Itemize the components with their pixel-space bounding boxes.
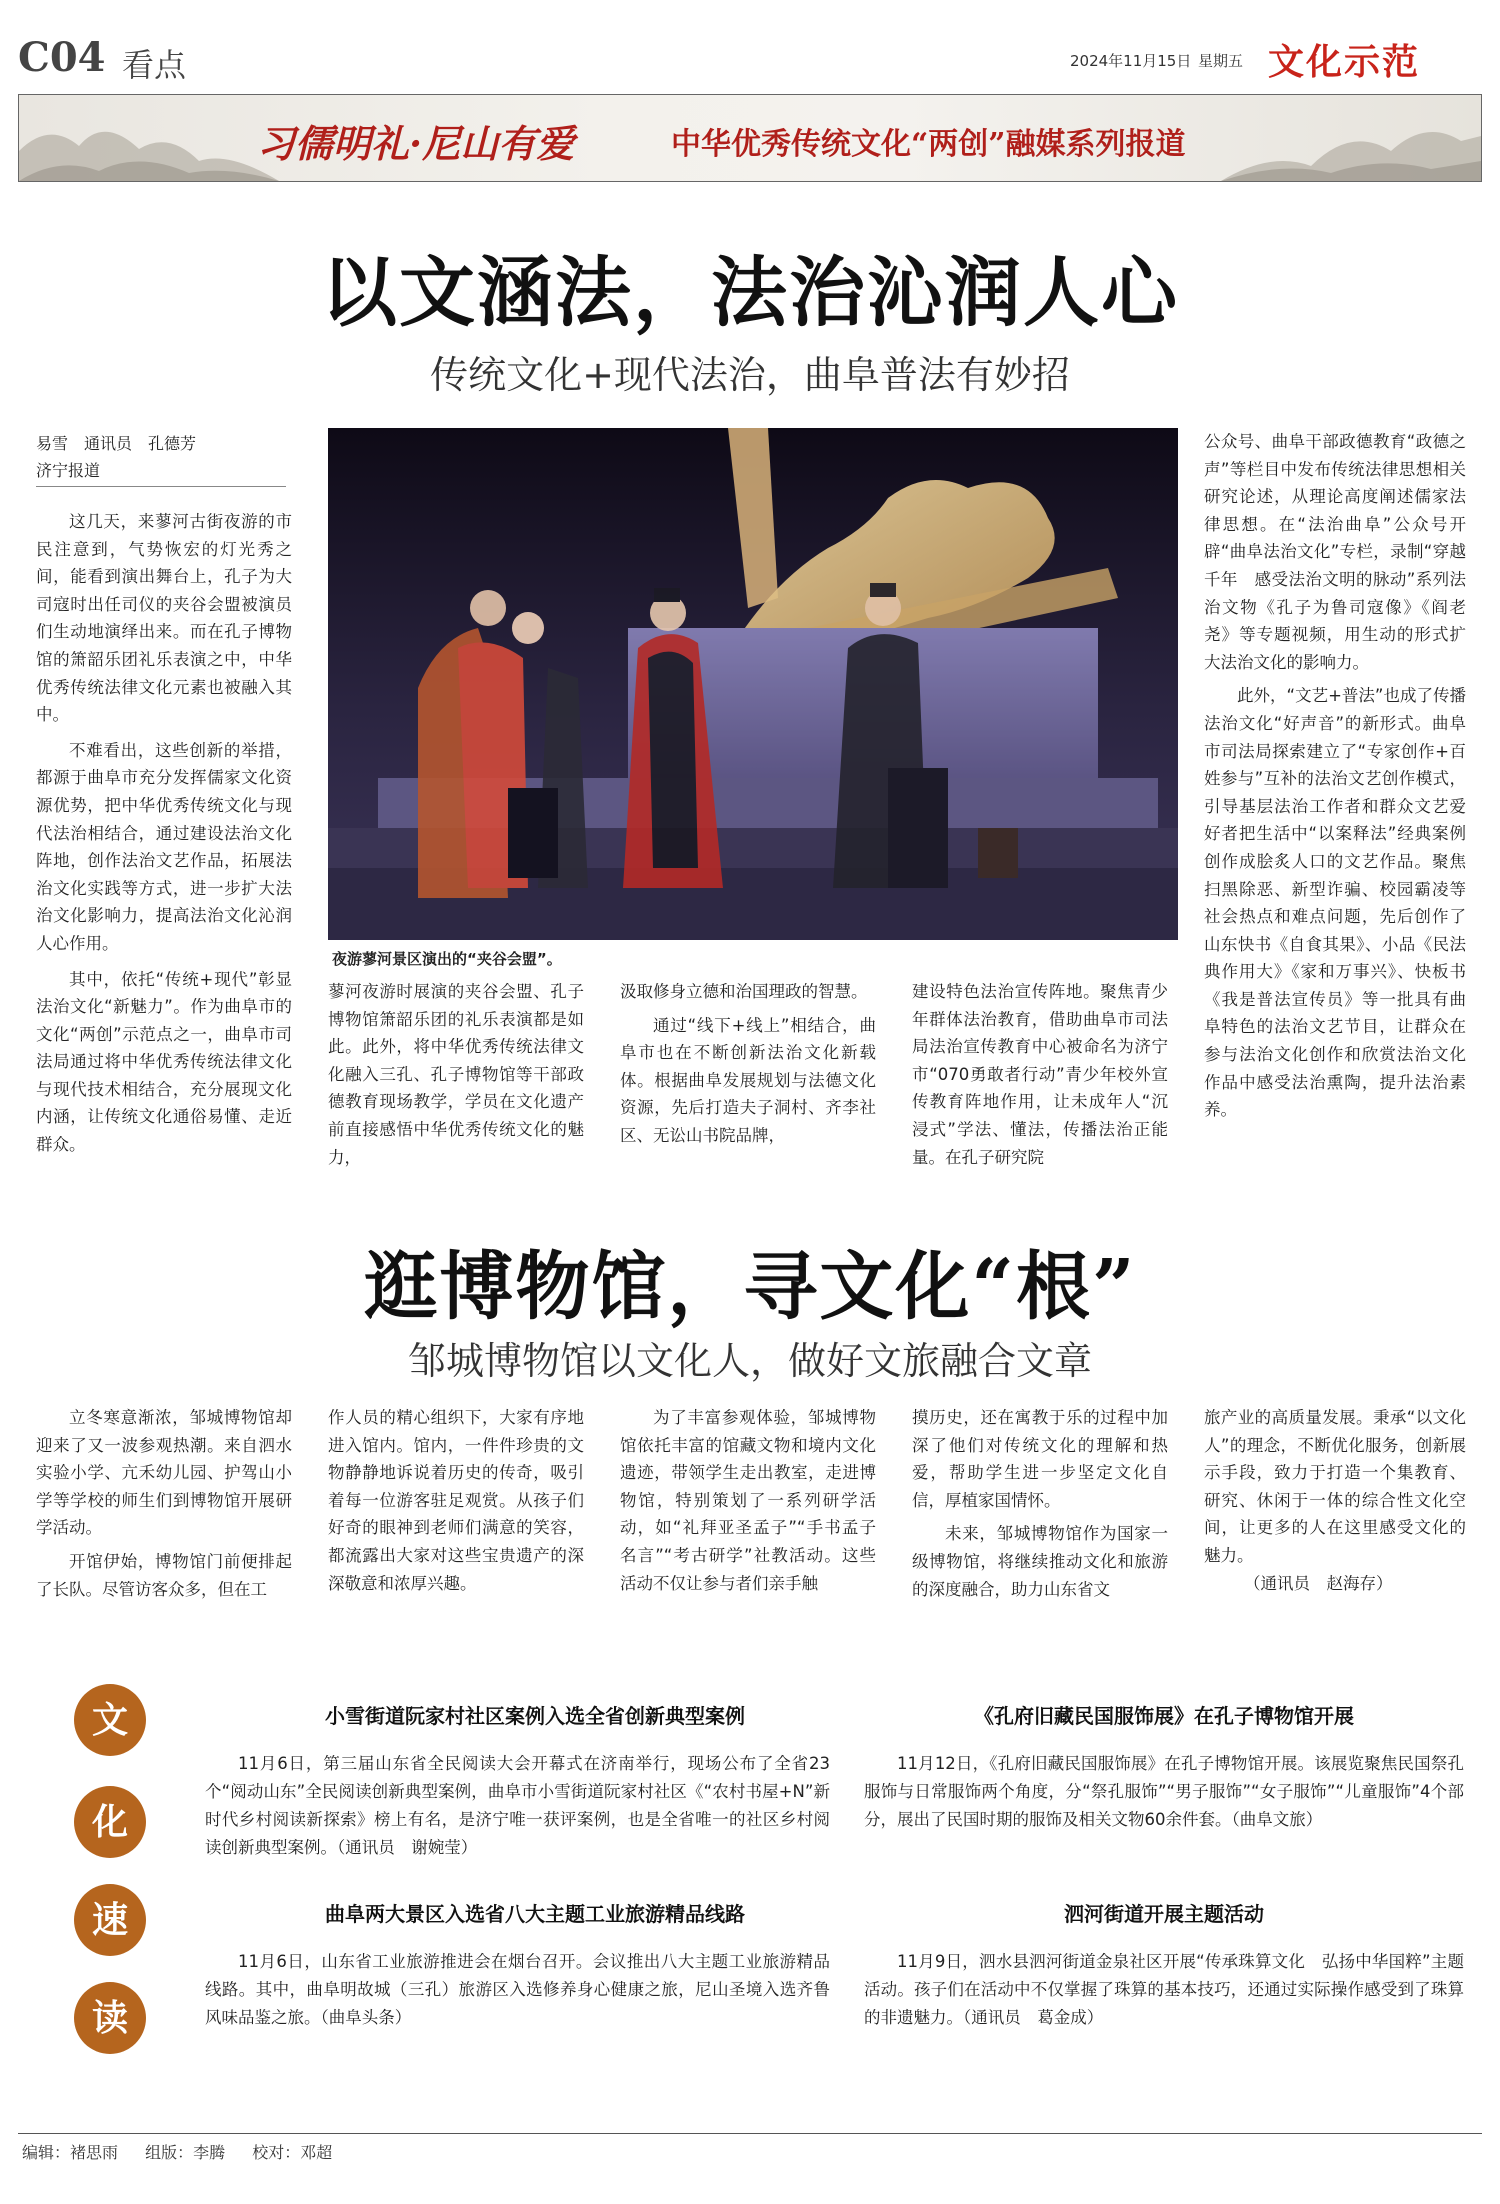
paragraph: 11月12日，《孔府旧藏民国服饰展》在孔子博物馆开展。该展览聚焦民国祭孔服饰与日常服饰两个角度，分“祭孔服饰”“男子服饰”“女子服饰”“儿童服饰”4个部分，展出了民国时期的服饰及相关文物60余件套。（曲阜文旅） bbox=[864, 1754, 1464, 1829]
mountain-decoration-left bbox=[19, 111, 279, 181]
footer-proof: 校对：邓超 bbox=[252, 2143, 333, 2162]
paragraph: 开馆伊始，博物馆门前便排起了长队。尽管访客众多，但在工 bbox=[36, 1551, 292, 1599]
brand-logo: 文化示范 bbox=[1268, 41, 1421, 83]
mountain-decoration-right bbox=[1221, 111, 1481, 181]
news-item-body bbox=[864, 1750, 1464, 1834]
series-banner bbox=[18, 94, 1482, 182]
paragraph: 立冬寒意渐浓，邹城博物馆却迎来了又一波参观热潮。来自泗水实验小学、亢禾幼儿园、护驾山小学等学校的师生们到博物馆开展研学活动。 bbox=[36, 1408, 292, 1538]
byline-divider bbox=[36, 486, 286, 487]
article1-column-3 bbox=[620, 978, 876, 1178]
footer-editor: 编辑：褚思雨 bbox=[22, 2143, 119, 2162]
issue-weekday: 星期五 bbox=[1198, 52, 1244, 70]
paragraph: 这几天，来蓼河古街夜游的市民注意到，气势恢宏的灯光秀之间，能看到演出舞台上，孔子为大司寇时出任司仪的夹谷会盟被演员们生动地演绎出来。而在孔子博物馆的箫韶乐团礼乐表演之中，中华优秀传统法律文化元素也被融入其中。 bbox=[36, 512, 292, 725]
paragraph: 旅产业的高质量发展。秉承“以文化人”的理念，不断优化服务，创新展示手段，致力于打造一个集教育、研究、休闲于一体的综合性文化空间，让更多的人在这里感受文化的魅力。 bbox=[1204, 1408, 1466, 1565]
article1-headline: 以文涵法，法治沁润人心 bbox=[321, 248, 1179, 337]
article2-column-4 bbox=[912, 1404, 1168, 1604]
paragraph: 为了丰富参观体验，邹城博物馆依托丰富的馆藏文物和境内文化遗迹，带领学生走出教室，走进博物馆，特别策划了一系列研学活动，如“礼拜亚圣孟子”“手书孟子名言”“考古研学”社教活动。这些活动不仅让参与者们亲手触 bbox=[620, 1408, 876, 1593]
article2-column-2 bbox=[328, 1404, 584, 1604]
article2-headline: 逛博物馆，寻文化“根” bbox=[363, 1244, 1137, 1330]
footer-divider bbox=[18, 2133, 1482, 2134]
paragraph: 其中，依托“传统+现代”彰显法治文化“新魅力”。作为曲阜市的文化“两创”示范点之一，曲阜市司法局通过将中华优秀传统法律文化与现代技术相结合，充分展现文化内涵，让传统文化通俗易懂、走近群众。 bbox=[36, 969, 292, 1155]
news-speed-label-char: 速 bbox=[74, 1884, 146, 1956]
byline-authors: 易雪 通讯员 孔德芳 bbox=[36, 434, 197, 453]
photo-caption: 夜游蓼河景区演出的“夹谷会盟”。 bbox=[332, 950, 562, 968]
paragraph: 此外，“文艺+普法”也成了传播法治文化“好声音”的新形式。曲阜市司法局探索建立了“专家创作+百姓参与”互补的法治文艺创作模式，引导基层法治工作者和群众文艺爱好者把生活中“以案释法”经典案例创作成脍炙人口的文艺作品。聚焦扫黑除恶、新型诈骗、校园霸凌等社会热点和难点问题，先后创作了山东快书《自食其果》、小品《民法典作用大》《家和万事兴》、快板书《我是普法宣传员》等一批具有曲阜特色的法治文艺节目，让群众在参与法治文化创作和欣赏法治文化作品中感受法治熏陶，提升法治素养。 bbox=[1204, 686, 1466, 1120]
paragraph: 11月6日，山东省工业旅游推进会在烟台召开。会议推出八大主题工业旅游精品线路。其中，曲阜明故城（三孔）旅游区入选修养身心健康之旅，尼山圣境入选齐鲁风味品鉴之旅。（曲阜头条） bbox=[205, 1952, 830, 2027]
paragraph: 11月9日，泗水县泗河街道金泉社区开展“传承珠算文化 弘扬中华国粹”主题活动。孩子们在活动中不仅掌握了珠算的基本技巧，还通过实际操作感受到了珠算的非遗魅力。（通讯员 葛金成） bbox=[864, 1952, 1464, 2027]
section-name: 看点 bbox=[122, 46, 187, 84]
issue-date: 2024年11月15日 bbox=[1070, 52, 1192, 70]
article2-column-5 bbox=[1204, 1404, 1466, 1604]
footer-layout: 组版：李腾 bbox=[145, 2143, 226, 2162]
stage-performance-image bbox=[328, 428, 1178, 940]
article1-column-1 bbox=[36, 508, 292, 1180]
article2-signoff: （通讯员 赵海存） bbox=[1244, 1573, 1393, 1593]
banner-series-title: 中华优秀传统文化“两创”融媒系列报道 bbox=[671, 127, 1186, 162]
article1-column-5 bbox=[1204, 428, 1466, 1180]
paragraph: 11月6日，第三届山东省全民阅读大会开幕式在济南举行，现场公布了全省23个“阅动山东”全民阅读创新典型案例，曲阜市小雪街道阮家村社区《“农村书屋+N”新时代乡村阅读新探索》榜上有名，是济宁唯一获评案例，也是全省唯一的社区乡村阅读创新典型案例。（通讯员 谢婉莹） bbox=[205, 1754, 830, 1857]
paragraph: 建设特色法治宣传阵地。聚焦青少年群体法治教育，借助曲阜市司法局法治宣传教育中心被命名为济宁市“070勇敢者行动”青少年校外宣传教育阵地作用，让未成年人“沉浸式”学法、懂法，传播法治正能量。在孔子研究院 bbox=[912, 982, 1168, 1167]
article1-subheadline: 传统文化+现代法治，曲阜普法有妙招 bbox=[430, 353, 1070, 397]
article1-byline bbox=[36, 430, 196, 484]
news-item-title: 《孔府旧藏民国服饰展》在孔子博物馆开展 bbox=[974, 1704, 1354, 1728]
news-item-body bbox=[864, 1948, 1464, 2032]
paragraph: 汲取修身立德和治国理政的智慧。 bbox=[620, 982, 868, 1001]
paragraph: 未来，邹城博物馆作为国家一级博物馆，将继续推动文化和旅游的深度融合，助力山东省文 bbox=[912, 1524, 1168, 1599]
article1-photo bbox=[328, 428, 1178, 940]
news-speed-label-char: 读 bbox=[74, 1982, 146, 2054]
news-item-title: 曲阜两大景区入选省八大主题工业旅游精品线路 bbox=[325, 1902, 745, 1926]
footer-credits bbox=[22, 2140, 354, 2163]
page-code: C04 bbox=[18, 34, 106, 81]
article2-column-3 bbox=[620, 1404, 876, 1604]
news-item-body bbox=[205, 1948, 830, 2032]
paragraph: 不难看出，这些创新的举措，都源于曲阜市充分发挥儒家文化资源优势，把中华优秀传统文化与现代法治相结合，通过建设法治文化阵地，创作法治文艺作品，拓展法治文化实践等方式，进一步扩大法治文化影响力，提高法治文化沁润人心作用。 bbox=[36, 740, 292, 953]
news-speed-label-char: 化 bbox=[74, 1786, 146, 1858]
news-item-body bbox=[205, 1750, 830, 1862]
article1-column-2 bbox=[328, 978, 584, 1178]
news-item-title: 小雪街道阮家村社区案例入选全省创新典型案例 bbox=[325, 1704, 745, 1728]
paragraph: 作人员的精心组织下，大家有序地进入馆内。馆内，一件件珍贵的文物静静地诉说着历史的传奇，吸引着每一位游客驻足观赏。从孩子们好奇的眼神到老师们满意的笑容，都流露出大家对这些宝贵遗产的深深敬意和浓厚兴趣。 bbox=[328, 1408, 584, 1593]
article2-column-1 bbox=[36, 1404, 292, 1604]
news-speed-label-char: 文 bbox=[74, 1684, 146, 1756]
paragraph: 通过“线下+线上”相结合，曲阜市也在不断创新法治文化新载体。根据曲阜发展规划与法德文化资源，先后打造夫子洞村、齐李社区、无讼山书院品牌， bbox=[620, 1015, 876, 1145]
news-item-title: 泗河街道开展主题活动 bbox=[1064, 1902, 1264, 1926]
paragraph: 摸历史，还在寓教于乐的过程中加深了他们对传统文化的理解和热爱，帮助学生进一步坚定文化自信，厚植家国情怀。 bbox=[912, 1408, 1168, 1510]
article2-subheadline: 邹城博物馆以文化人，做好文旅融合文章 bbox=[407, 1339, 1092, 1383]
paragraph: 蓼河夜游时展演的夹谷会盟、孔子博物馆箫韶乐团的礼乐表演都是如此。此外，将中华优秀传统法律文化融入三孔、孔子博物馆等干部政德教育现场教学，学员在文化遗产前直接感悟中华优秀传统文化的魅力， bbox=[328, 982, 584, 1167]
article1-column-4 bbox=[912, 978, 1168, 1178]
byline-location: 济宁报道 bbox=[36, 461, 101, 480]
banner-slogan: 习儒明礼·尼山有爱 bbox=[257, 121, 575, 166]
paragraph: 公众号、曲阜干部政德教育“政德之声”等栏目中发布传统法律思想相关研究论述，从理论高度阐述儒家法律思想。在“法治曲阜”公众号开辟“曲阜法治文化”专栏，录制“穿越千年 感受法治文明的脉动”系列法治文物《孔子为鲁司寇像》《阎老尧》等专题视频，用生动的形式扩大法治文化的影响力。 bbox=[1204, 432, 1466, 672]
